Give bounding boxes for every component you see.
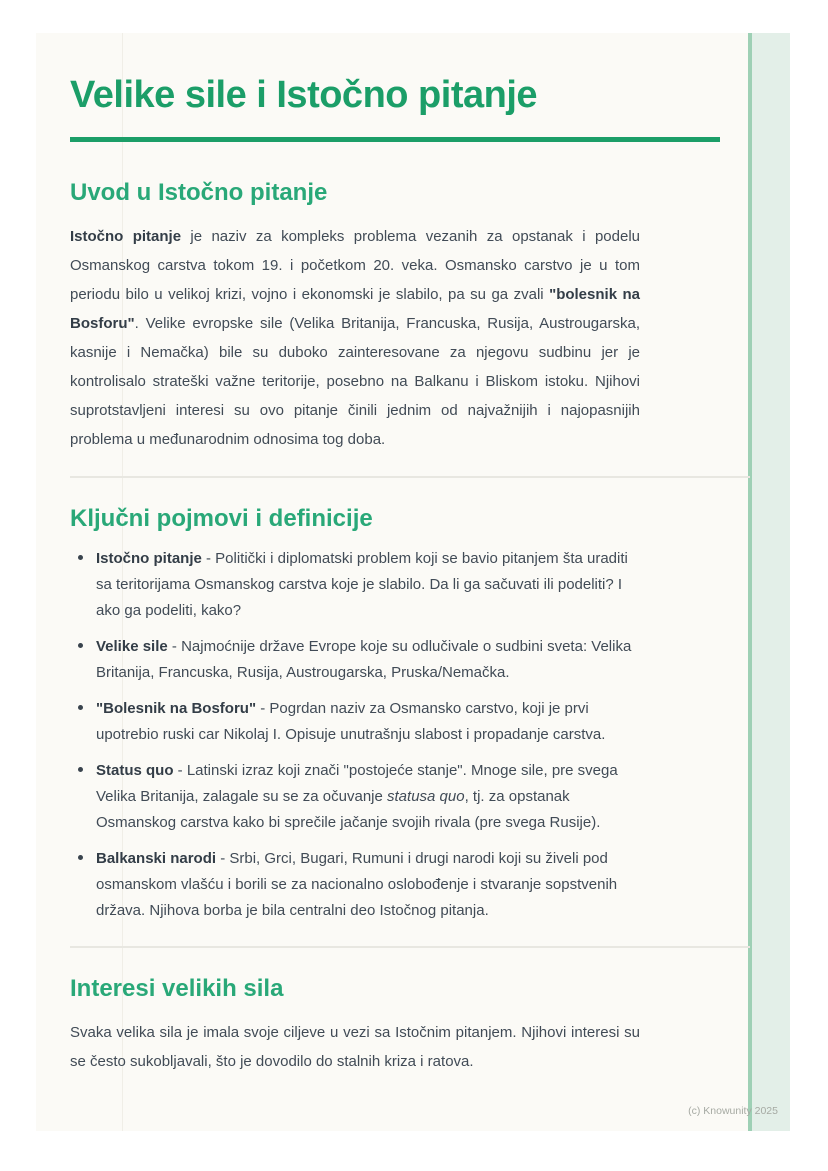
bullet-dot-icon — [78, 705, 83, 710]
bullet-dot-icon — [78, 555, 83, 560]
paragraph-interesi: Svaka velika sila je imala svoje ciljeve u vezi sa Istočnim pitanjem. Njihovi interesi su se često sukobljavali, što je dovodilo do stalnih kriza i ratova. — [70, 1024, 640, 1070]
section-divider — [70, 476, 750, 478]
section-interesi — [70, 974, 640, 1076]
bullet-dot-icon — [78, 643, 83, 648]
page-title: Velike sile i Istočno pitanje — [70, 74, 538, 116]
list-item-istocno-pitanje: Istočno pitanje - Politički i diplomatski problem koji se bavio pitanjem šta uraditi sa teritorijama Osmanskog carstva koje je slabilo. Da li ga sačuvati ili podeliti? I ako ga podeliti, kako? — [70, 546, 642, 624]
section-uvod — [70, 178, 640, 454]
section-divider — [70, 946, 750, 948]
title-underline-rule — [70, 137, 720, 142]
paragraph-uvod: Istočno pitanje je naziv za kompleks problema vezanih za opstanak i podelu Osmanskog carstva tokom 19. i početkom 20. veka. Osmansko carstvo je u tom periodu bilo u velikoj krizi, vojno i ekonomski je slabilo, pa su ga zvali "bolesnik na Bosforu". Velike evropske sile (Velika Britanija, Francuska, Rusija, Austrougarska, kasnije i Nemačka) bile su duboko zainteresovane za njegovu sudbinu jer je kontrolisalo strateški važne teritorije, posebno na Balkanu i Bliskom istoku. Njihovi suprotstavljeni interesi su ovo pitanje činili jednim od najvažnijih i najopasnijih problema u međunarodnim odnosima tog doba. — [70, 228, 640, 448]
copyright-footer: (c) Knowunity 2025 — [688, 1105, 778, 1117]
list-item-balkanski-narodi: Balkanski narodi - Srbi, Grci, Bugari, Rumuni i drugi narodi koji su živeli pod osmanskom vlašću i borili se za nacionalno oslobođenje i stvaranje sopstvenih država. Njihova borba je bila centralni deo Istočnog pitanja. — [70, 846, 642, 924]
page-content — [36, 33, 790, 1076]
document-page — [36, 33, 790, 1131]
section-heading-interesi: Interesi velikih sila — [70, 975, 284, 1002]
list-item-bolesnik-na-bosforu: "Bolesnik na Bosforu" - Pogrdan naziv za Osmansko carstvo, koji je prvi upotrebio ruski car Nikolaj I. Opisuje unutrašnju slabost i propadanje carstva. — [70, 696, 642, 748]
section-pojmovi — [70, 504, 640, 924]
list-item-velike-sile: Velike sile - Najmoćnije države Evrope koje su odlučivale o sudbini sveta: Velika Britanija, Francuska, Rusija, Austrougarska, Pruska/Nemačka. — [70, 634, 642, 686]
section-heading-uvod: Uvod u Istočno pitanje — [70, 179, 328, 206]
bullet-dot-icon — [78, 767, 83, 772]
list-item-status-quo: Status quo - Latinski izraz koji znači "postojeće stanje". Mnoge sile, pre svega Velika Britanija, zalagale su se za očuvanje statusa quo, tj. za opstanak Osmanskog carstva kako bi sprečile jačanje svojih rivala (pre svega Rusije). — [70, 758, 642, 836]
section-heading-pojmovi: Ključni pojmovi i definicije — [70, 505, 373, 532]
definitions-list — [70, 546, 642, 924]
bullet-dot-icon — [78, 855, 83, 860]
